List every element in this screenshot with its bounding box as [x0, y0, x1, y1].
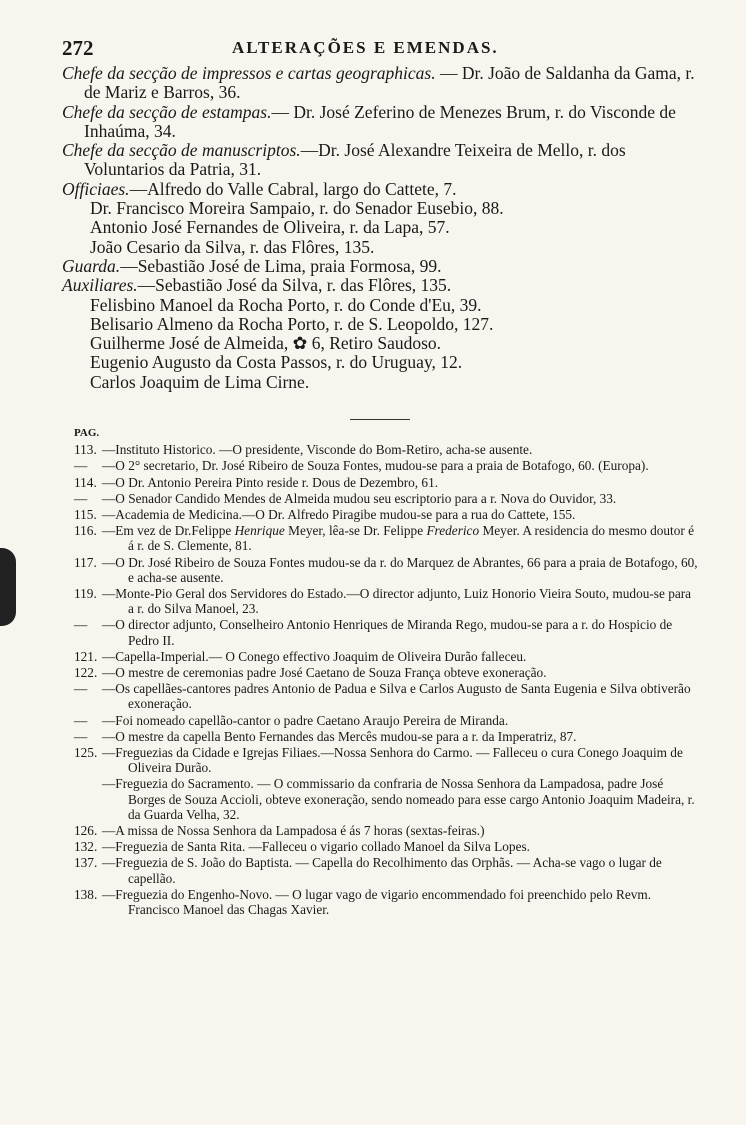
correction-entry: 132. —Freguezia de Santa Rita. —Falleceu o vigario collado Manoel da Silva Lopes.	[74, 839, 530, 855]
correction-entry: 137. —Freguezia de S. João do Baptista. — Capella do Recolhimento das Orphãs. — Acha-se vago o lugar de capellão.	[74, 855, 662, 886]
list-item: Chefe da secção de manuscriptos.—Dr. José Alexandre Teixeira de Mello, r. dos Voluntarios da Patria, 31.	[62, 140, 626, 180]
correction-entry: 121. —Capella-Imperial.— O Conego effectivo Joaquim de Oliveira Durão falleceu.	[74, 648, 527, 664]
correction-entry: 122. —O mestre de ceremonias padre José Caetano de Souza França obteve exoneração.	[74, 665, 547, 681]
correction-entry: 125. —Freguezias da Cidade e Igrejas Filiaes.—Nossa Senhora do Carmo. — Falleceu o cura Conego Joaquim de Oliveira Durão.	[74, 745, 683, 776]
corrections-list	[74, 426, 698, 918]
correction-entry: — —O mestre da capella Bento Fernandes das Mercês mudou-se para a r. da Imperatriz, 87.	[74, 728, 577, 744]
list-item: Chefe da secção de estampas.— Dr. José Zeferino de Menezes Brum, r. do Visconde de Inhaúma, 34.	[62, 101, 676, 141]
correction-entry: 114. —O Dr. Antonio Pereira Pinto reside r. Dous de Dezembro, 61.	[74, 474, 439, 490]
correction-entry: — —O director adjunto, Conselheiro Antonio Henriques de Miranda Rego, mudou-se para a r. do Hospicio de Pedro II.	[74, 617, 673, 648]
correction-entry: —Freguezia do Sacramento. — O commissario da confraria de Nossa Senhora da Lampadosa, padre José Borges de Souza Accioli, obteve exoneração, sendo nomeado para esse cargo Antonio Joaquim Madeira, r. da Guarda Velha, 32.	[102, 776, 695, 822]
column-label: PAG.	[74, 427, 100, 439]
correction-entry: 119. —Monte-Pio Geral dos Servidores do Estado.—O director adjunto, Luiz Honorio Vieira Souto, mudou-se para a r. do Silva Manoel, 23.	[74, 586, 692, 617]
list-item: Eugenio Augusto da Costa Passos, r. do Uruguay, 12.	[90, 352, 463, 373]
list-item: Chefe da secção de impressos e cartas geographicas. — Dr. João de Saldanha da Gama, r. de Mariz e Barros, 36.	[62, 63, 695, 103]
list-item: Dr. Francisco Moreira Sampaio, r. do Senador Eusebio, 88.	[90, 198, 504, 219]
list-item: Antonio José Fernandes de Oliveira, r. da Lapa, 57.	[90, 217, 450, 238]
running-title: ALTERAÇÕES E EMENDAS.	[232, 38, 499, 57]
list-item: João Cesario da Silva, r. das Flôres, 135.	[90, 236, 375, 257]
correction-entry: — —O 2° secretario, Dr. José Ribeiro de Souza Fontes, mudou-se para a praia de Botafogo, 60. (Europa).	[74, 458, 649, 474]
correction-entry: 126. —A missa de Nossa Senhora da Lampadosa é ás 7 horas (sextas-feiras.)	[74, 823, 485, 839]
list-item: Belisario Almeno da Rocha Porto, r. de S. Leopoldo, 127.	[90, 313, 494, 334]
correction-entry: 113. —Instituto Historico. —O presidente, Visconde do Bom-Retiro, acha-se ausente.	[74, 442, 533, 458]
correction-entry: — —Os capellães-cantores padres Antonio de Padua e Silva e Carlos Augusto de Santa Eugenia e Silva obtiverão exoneração.	[74, 681, 691, 712]
staff-list	[62, 64, 698, 392]
list-item: Guilherme José de Almeida, ✿ 6, Retiro Saudoso.	[90, 333, 442, 354]
list-item: Auxiliares.—Sebastião José da Silva, r. das Flôres, 135.	[62, 275, 452, 296]
list-item: Felisbino Manoel da Rocha Porto, r. do Conde d'Eu, 39.	[90, 294, 482, 315]
correction-entry: — —Foi nomeado capellão-cantor o padre Caetano Araujo Pereira de Miranda.	[74, 712, 509, 728]
correction-entry: 115. —Academia de Medicina.—O Dr. Alfredo Piragibe mudou-se para a rua do Cattete, 155.	[74, 507, 576, 523]
correction-entry: 117. —O Dr. José Ribeiro de Souza Fontes mudou-se da r. do Marquez de Abrantes, 66 para a praia de Botafogo, 60, e acha-se ausente.	[74, 554, 698, 585]
page-number: 272	[62, 36, 94, 60]
correction-entry: 116. —Em vez de Dr.Felippe Henrique Meyer, lêa-se Dr. Felippe Frederico Meyer. A residencia do mesmo doutor é á r. de S. Clemente, 81.	[74, 523, 695, 554]
list-item: Carlos Joaquim de Lima Cirne.	[90, 371, 310, 392]
ink-blot	[0, 548, 16, 626]
correction-entry: — —O Senador Candido Mendes de Almeida mudou seu escriptorio para a r. Nova do Ouvidor, 33.	[74, 490, 617, 506]
section-divider	[350, 419, 410, 420]
page-header	[62, 36, 696, 62]
list-item: Guarda.—Sebastião José de Lima, praia Formosa, 99.	[62, 255, 442, 276]
list-item: Officiaes.—Alfredo do Valle Cabral, largo do Cattete, 7.	[62, 178, 457, 199]
correction-entry: 138. —Freguezia do Engenho-Novo. — O lugar vago de vigario encommendado foi preenchido pelo Revm. Francisco Manoel das Chagas Xavier.	[74, 886, 652, 918]
printer-ornament-icon: ✿	[292, 333, 308, 354]
